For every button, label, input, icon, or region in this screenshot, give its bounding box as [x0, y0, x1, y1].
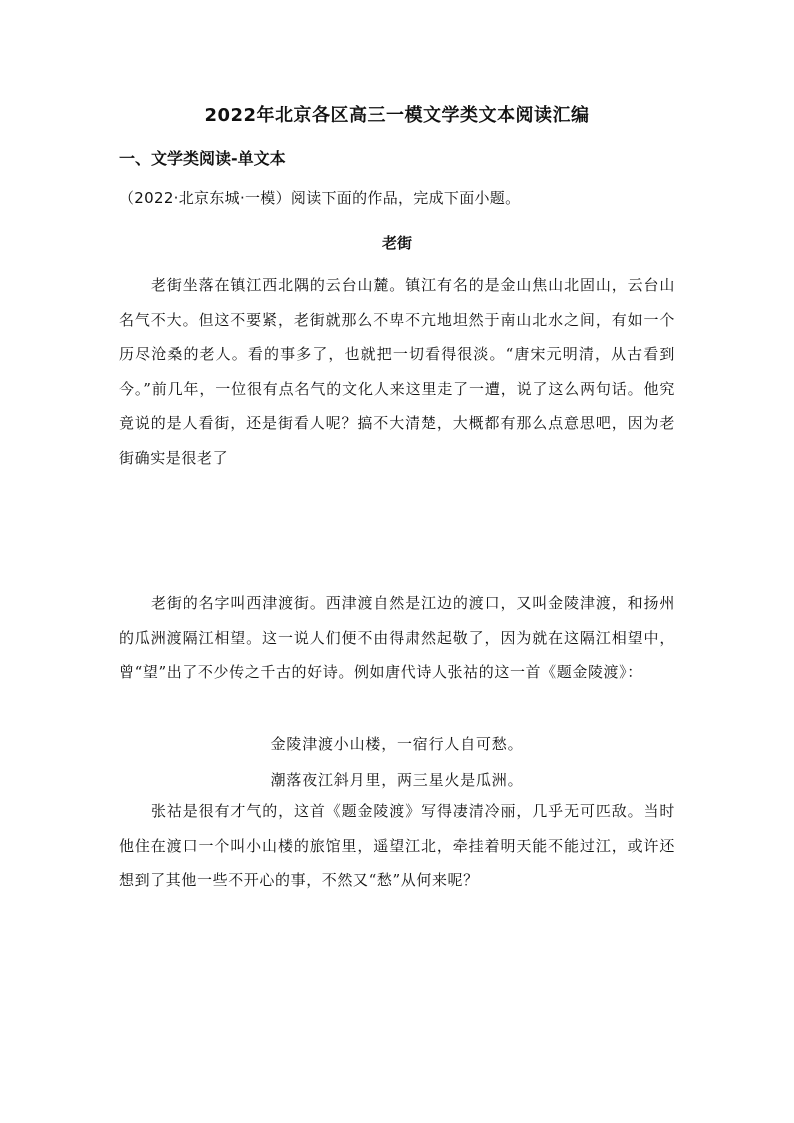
poem-line: 潮落夜江斜月里，两三星火是瓜洲。 [270, 771, 524, 789]
paragraph: 老街的名字叫西津渡街。西津渡自然是江边的渡口，又叫金陵津渡，和扬州的瓜洲渡隔江相望。这一说人们便不由得肃然起敬了，因为就在这隔江相望中，曾“望”出了不少传之千古的好诗。例如唐代诗人张祜的这一首《题金陵渡》： [119, 594, 675, 681]
paragraph-2-block [119, 586, 675, 690]
paragraph-3-block [119, 794, 675, 898]
paragraph: 张祜是很有才气的，这首《题金陵渡》写得凄清冷丽，几乎无可匹敌。当时他住在渡口一个叫小山楼的旅馆里，遥望江北，牵挂着明天能不能过江，或许还想到了其他一些不开心的事，不然又“愁”从何来呢？ [119, 802, 675, 889]
article-title: 老街 [381, 234, 412, 252]
section-heading: 一、文学类阅读-单文本 [119, 149, 286, 168]
poem-line: 金陵津渡小山楼，一宿行人自可愁。 [270, 735, 524, 753]
document-title: 2022年北京各区高三一模文学类文本阅读汇编 [204, 105, 590, 126]
question-source-line: （2022·北京东城·一模）阅读下面的作品，完成下面小题。 [119, 189, 521, 207]
paragraph-1-block [119, 268, 675, 475]
paragraph: 老街坐落在镇江西北隅的云台山麓。镇江有名的是金山焦山北固山，云台山名气不大。但这不要紧，老街就那么不卑不亢地坦然于南山北水之间，有如一个历尽沧桑的老人。看的事多了，也就把一切看得很淡。“唐宋元明清，从古看到今。”前几年，一位很有点名气的文化人来这里走了一遭，说了这么两句话。他究竟说的是人看街，还是街看人呢？搞不大清楚，大概都有那么点意思吧，因为老街确实是很老了 [119, 276, 675, 467]
